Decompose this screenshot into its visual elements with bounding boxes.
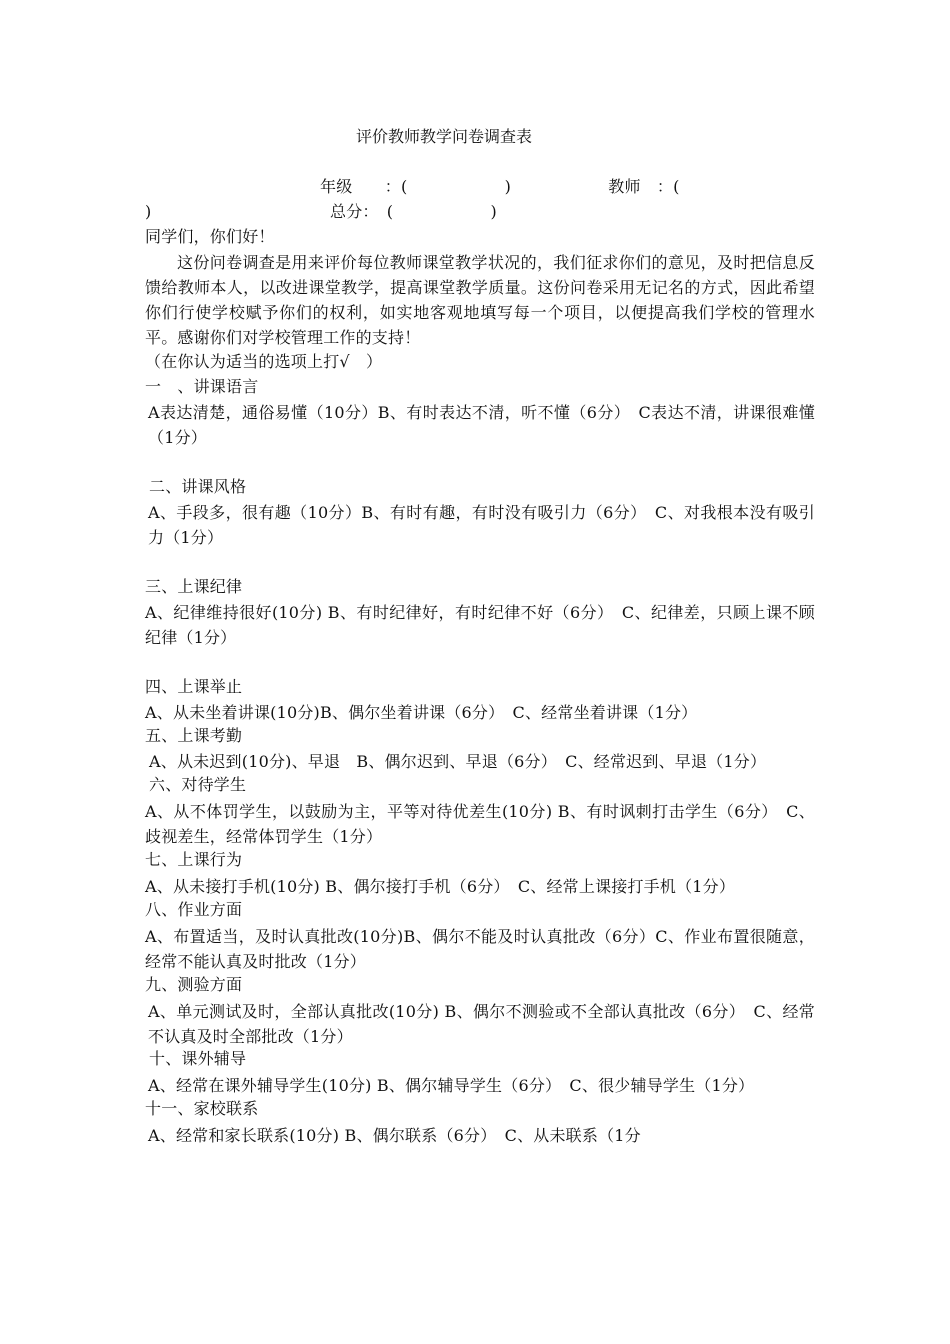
header-grade-teacher: 年级 ：( ) 教师 ：( [320,177,680,196]
section-heading: 一 、讲课语言 [145,377,259,396]
section-heading: 四、上课举止 [145,677,243,696]
section-heading: 三、上课纪律 [145,577,243,596]
section-heading: 五、上课考勤 [145,726,243,745]
header-close-paren: ) [145,202,152,221]
section-options: A、经常和家长联系(10分) B、偶尔联系（6分） C、从未联系（1分 [148,1126,641,1145]
section-options: A、单元测试及时，全部认真批改(10分) B、偶尔不测验或不全部认真批改（6分） C、经常不认真及时全部批改（1分） [148,1002,815,1046]
section-options: A、从不体罚学生，以鼓励为主，平等对待优差生(10分) B、有时讽刺打击学生（6分） C、歧视差生，经常体罚学生（1分） [145,802,815,846]
section-options: A、从未迟到(10分)、早退 B、偶尔迟到、早退（6分） C、经常迟到、早退（1分） [149,752,767,771]
section-options: A、从未坐着讲课(10分)B、偶尔坐着讲课（6分） C、经常坐着讲课（1分） [145,703,698,722]
section-options: A、手段多，很有趣（10分）B、有时有趣，有时没有吸引力（6分） C、对我根本没有吸引力（1分） [148,503,815,547]
section-heading: 六、对待学生 [149,775,247,794]
instruction: （在你认为适当的选项上打√ ） [145,352,383,371]
greeting: 同学们，你们好！ [145,227,275,246]
section-options: A、经常在课外辅导学生(10分) B、偶尔辅导学生（6分） C、很少辅导学生（1分） [148,1076,755,1095]
section-options: A、纪律维持很好(10分) B、有时纪律好，有时纪律不好（6分） C、纪律差，只顾上课不顾纪律（1分） [145,603,815,647]
section-heading: 九、测验方面 [145,975,243,994]
header-total-score: 总分： ( ) [330,202,497,221]
section-heading: 十、课外辅导 [149,1049,247,1068]
section-options: A、从未接打手机(10分) B、偶尔接打手机（6分） C、经常上课接打手机（1分） [145,877,736,896]
section-heading: 二、讲课风格 [149,477,247,496]
intro-paragraph: 这份问卷调查是用来评价每位教师课堂教学状况的，我们征求你们的意见，及时把信息反馈给教师本人，以改进课堂教学，提高课堂教学质量。这份问卷采用无记名的方式，因此希望你们行使学校赋予你们的权利，如实地客观地填写每一个项目，以便提高我们学校的管理水平。感谢你们对学校管理工作的支持！ [145,253,815,347]
document-title: 评价教师教学问卷调查表 [356,127,533,146]
section-options: A表达清楚，通俗易懂（10分）B、有时表达不清，听不懂（6分） C表达不清，讲课很难懂（1分） [148,403,815,447]
section-heading: 八、作业方面 [145,900,243,919]
section-heading: 十一、家校联系 [145,1099,259,1118]
section-heading: 七、上课行为 [145,850,243,869]
section-options: A、布置适当，及时认真批改(10分)B、偶尔不能及时认真批改（6分）C、作业布置很随意，经常不能认真及时批改（1分） [145,927,815,971]
